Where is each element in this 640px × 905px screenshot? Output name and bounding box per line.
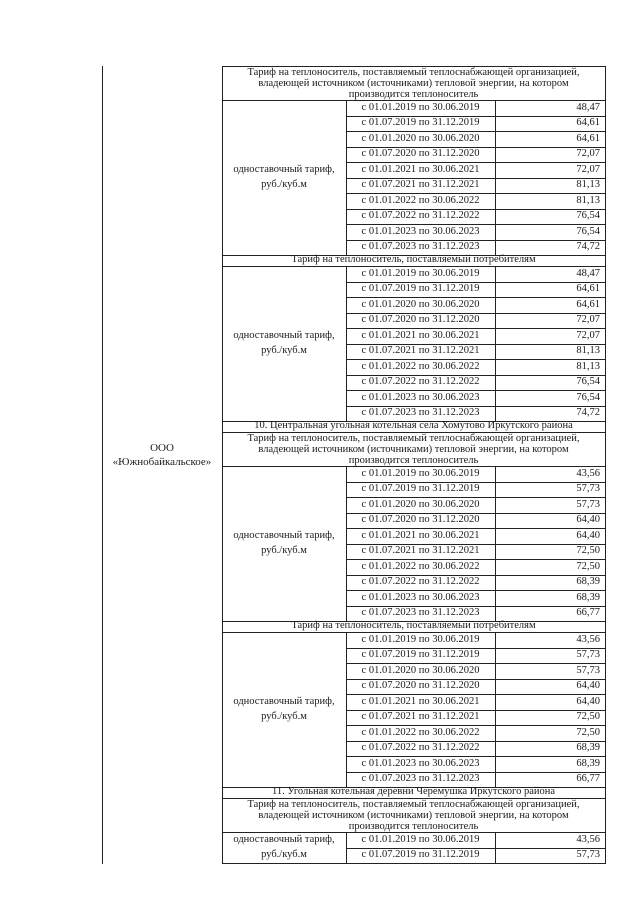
tariff-type-line: одноставочный тариф, — [233, 834, 335, 846]
tariff-type-label — [222, 266, 346, 421]
period-cell: с 01.07.2019 по 31.12.2019 — [361, 483, 480, 494]
section-title: 11. Угольная котельная деревни Черемушка Иркутского района — [271, 786, 556, 798]
tariff-value-cell: 57,73 — [576, 664, 600, 676]
tariff-value-cell: 68,39 — [576, 742, 600, 753]
supplier-tariff-heading — [222, 799, 605, 832]
tariff-value-cell: 76,54 — [576, 210, 600, 221]
tariff-value-cell: 64,40 — [576, 680, 600, 691]
period-cell: с 01.01.2019 по 30.06.2019 — [361, 633, 480, 645]
tariff-value-cell: 43,56 — [576, 633, 600, 645]
tariff-value-cell: 66,77 — [576, 773, 600, 784]
period-cell: с 01.07.2023 по 31.12.2023 — [361, 407, 480, 418]
organization-line-2: «Южнобайкальское» — [112, 456, 212, 468]
period-cell: с 01.01.2019 по 30.06.2019 — [361, 467, 480, 479]
tariff-value-cell: 64,61 — [576, 132, 600, 144]
period-cell: с 01.07.2022 по 31.12.2022 — [361, 210, 480, 221]
tariff-value-cell: 43,56 — [576, 833, 600, 845]
supplier-heading-line: производится теплоноситель — [348, 89, 479, 100]
period-cell: с 01.07.2023 по 31.12.2023 — [361, 773, 480, 784]
tariff-value-cell: 76,54 — [576, 391, 600, 403]
tariff-value-cell: 74,72 — [576, 407, 600, 418]
period-cell: с 01.07.2021 по 31.12.2021 — [361, 179, 480, 190]
tariff-value-cell: 72,50 — [576, 726, 600, 738]
supplier-heading-line: Тариф на теплоноситель, поставляемый теплоснабжающей организацией, — [247, 67, 580, 78]
tariff-value-cell: 72,07 — [576, 329, 600, 341]
period-cell: с 01.01.2021 по 30.06.2021 — [361, 529, 480, 541]
tariff-value-cell: 76,54 — [576, 376, 600, 387]
tariff-value-cell: 48,47 — [576, 101, 600, 113]
consumer-tariff-heading: Тариф на теплоноситель, поставляемый потребителям — [291, 254, 536, 266]
tariff-value-cell: 81,13 — [576, 179, 600, 190]
tariff-type-label — [222, 632, 346, 787]
tariff-type-label — [222, 466, 346, 621]
period-cell: с 01.01.2020 по 30.06.2020 — [361, 498, 480, 510]
tariff-value-cell: 43,56 — [576, 467, 600, 479]
tariff-value-cell: 57,73 — [576, 649, 600, 660]
period-cell: с 01.01.2020 по 30.06.2020 — [361, 132, 480, 144]
tariff-value-cell: 72,50 — [576, 545, 600, 556]
tariff-value-cell: 68,39 — [576, 757, 600, 769]
tariff-type-line: одноставочный тариф, — [233, 164, 335, 176]
tariff-value-cell: 81,13 — [576, 194, 600, 206]
tariff-value-cell: 72,07 — [576, 163, 600, 175]
period-cell: с 01.07.2019 по 31.12.2019 — [361, 117, 480, 128]
supplier-tariff-heading — [222, 67, 605, 100]
period-cell: с 01.07.2023 по 31.12.2023 — [361, 607, 480, 618]
period-cell: с 01.01.2022 по 30.06.2022 — [361, 194, 480, 206]
tariff-value-cell: 57,73 — [576, 483, 600, 494]
period-column-border — [346, 466, 347, 621]
org-column-left-border — [102, 66, 103, 864]
supplier-heading-line: производится теплоноситель — [348, 821, 479, 832]
period-column-border — [346, 266, 347, 421]
period-cell: с 01.01.2023 по 30.06.2023 — [361, 391, 480, 403]
consumer-tariff-heading: Тариф на теплоноситель, поставляемый потребителям — [291, 620, 536, 632]
period-cell: с 01.07.2021 по 31.12.2021 — [361, 345, 480, 356]
tariff-type-line: руб./куб.м — [261, 178, 307, 190]
value-column-border — [495, 832, 496, 863]
organization-name — [104, 430, 220, 480]
tariff-type-line: руб./куб.м — [261, 848, 307, 860]
supplier-heading-line: Тариф на теплоноситель, поставляемый теплоснабжающей организацией, — [247, 433, 580, 444]
period-cell: с 01.07.2021 по 31.12.2021 — [361, 545, 480, 556]
tariff-value-cell: 48,47 — [576, 267, 600, 279]
period-cell: с 01.07.2022 по 31.12.2022 — [361, 742, 480, 753]
tariff-value-cell: 64,40 — [576, 514, 600, 525]
period-cell: с 01.01.2021 по 30.06.2021 — [361, 163, 480, 175]
supplier-heading-line: владеющей источником (источниками) тепловой энергии, на котором — [258, 444, 569, 455]
tariff-value-cell: 72,50 — [576, 560, 600, 572]
tariff-value-cell: 64,61 — [576, 283, 600, 294]
tariff-value-cell: 68,39 — [576, 576, 600, 587]
period-column-border — [346, 100, 347, 255]
value-column-border — [495, 632, 496, 787]
period-cell: с 01.01.2022 по 30.06.2022 — [361, 560, 480, 572]
tariff-type-label — [222, 832, 346, 863]
supplier-tariff-heading — [222, 433, 605, 466]
description-column-border — [222, 66, 223, 864]
period-cell: с 01.01.2020 по 30.06.2020 — [361, 664, 480, 676]
period-cell: с 01.07.2020 по 31.12.2020 — [361, 514, 480, 525]
tariff-type-line: одноставочный тариф, — [233, 696, 335, 708]
value-column-border — [495, 266, 496, 421]
period-column-border — [346, 632, 347, 787]
organization-line-1: ООО — [150, 441, 174, 454]
period-cell: с 01.01.2023 по 30.06.2023 — [361, 225, 480, 237]
tariff-value-cell: 72,07 — [576, 148, 600, 159]
tariff-value-cell: 81,13 — [576, 345, 600, 356]
period-cell: с 01.07.2022 по 31.12.2022 — [361, 376, 480, 387]
period-cell: с 01.01.2020 по 30.06.2020 — [361, 298, 480, 310]
period-cell: с 01.01.2023 по 30.06.2023 — [361, 591, 480, 603]
period-cell: с 01.01.2021 по 30.06.2021 — [361, 695, 480, 707]
table-right-border — [605, 66, 606, 864]
tariff-value-cell: 64,61 — [576, 298, 600, 310]
period-cell: с 01.07.2019 по 31.12.2019 — [361, 283, 480, 294]
period-cell: с 01.07.2020 по 31.12.2020 — [361, 680, 480, 691]
tariff-type-label — [222, 100, 346, 255]
block-bottom-border — [222, 863, 606, 864]
period-column-border — [346, 832, 347, 863]
supplier-heading-line: производится теплоноситель — [348, 455, 479, 466]
supplier-heading-line: владеющей источником (источниками) тепловой энергии, на котором — [258, 78, 569, 89]
tariff-value-cell: 64,40 — [576, 695, 600, 707]
tariff-value-cell: 57,73 — [576, 849, 600, 860]
period-cell: с 01.07.2019 по 31.12.2019 — [361, 849, 480, 860]
period-cell: с 01.01.2019 по 30.06.2019 — [361, 833, 480, 845]
period-cell: с 01.07.2023 по 31.12.2023 — [361, 241, 480, 252]
tariff-value-cell: 64,61 — [576, 117, 600, 128]
tariff-value-cell: 68,39 — [576, 591, 600, 603]
period-cell: с 01.01.2019 по 30.06.2019 — [361, 267, 480, 279]
tariff-type-line: руб./куб.м — [261, 544, 307, 556]
value-column-border — [495, 466, 496, 621]
tariff-value-cell: 66,77 — [576, 607, 600, 618]
tariff-type-line: одноставочный тариф, — [233, 530, 335, 542]
period-cell: с 01.01.2023 по 30.06.2023 — [361, 757, 480, 769]
tariff-value-cell: 81,13 — [576, 360, 600, 372]
tariff-value-cell: 76,54 — [576, 225, 600, 237]
period-cell: с 01.07.2019 по 31.12.2019 — [361, 649, 480, 660]
tariff-value-cell: 57,73 — [576, 498, 600, 510]
tariff-value-cell: 74,72 — [576, 241, 600, 252]
period-cell: с 01.01.2019 по 30.06.2019 — [361, 101, 480, 113]
period-cell: с 01.07.2020 по 31.12.2020 — [361, 148, 480, 159]
period-cell: с 01.01.2022 по 30.06.2022 — [361, 360, 480, 372]
period-cell: с 01.07.2021 по 31.12.2021 — [361, 711, 480, 722]
tariff-value-cell: 72,07 — [576, 314, 600, 325]
value-column-border — [495, 100, 496, 255]
period-cell: с 01.01.2022 по 30.06.2022 — [361, 726, 480, 738]
period-cell: с 01.07.2020 по 31.12.2020 — [361, 314, 480, 325]
supplier-heading-line: владеющей источником (источниками) тепловой энергии, на котором — [258, 810, 569, 821]
section-title: 10. Центральная угольная котельная села Хомутово Иркутского района — [254, 420, 573, 432]
tariff-value-cell: 64,40 — [576, 529, 600, 541]
tariff-type-line: одноставочный тариф, — [233, 330, 335, 342]
tariff-value-cell: 72,50 — [576, 711, 600, 722]
period-cell: с 01.07.2022 по 31.12.2022 — [361, 576, 480, 587]
tariff-type-line: руб./куб.м — [261, 710, 307, 722]
supplier-heading-line: Тариф на теплоноситель, поставляемый теплоснабжающей организацией, — [247, 799, 580, 810]
tariff-type-line: руб./куб.м — [261, 344, 307, 356]
period-cell: с 01.01.2021 по 30.06.2021 — [361, 329, 480, 341]
